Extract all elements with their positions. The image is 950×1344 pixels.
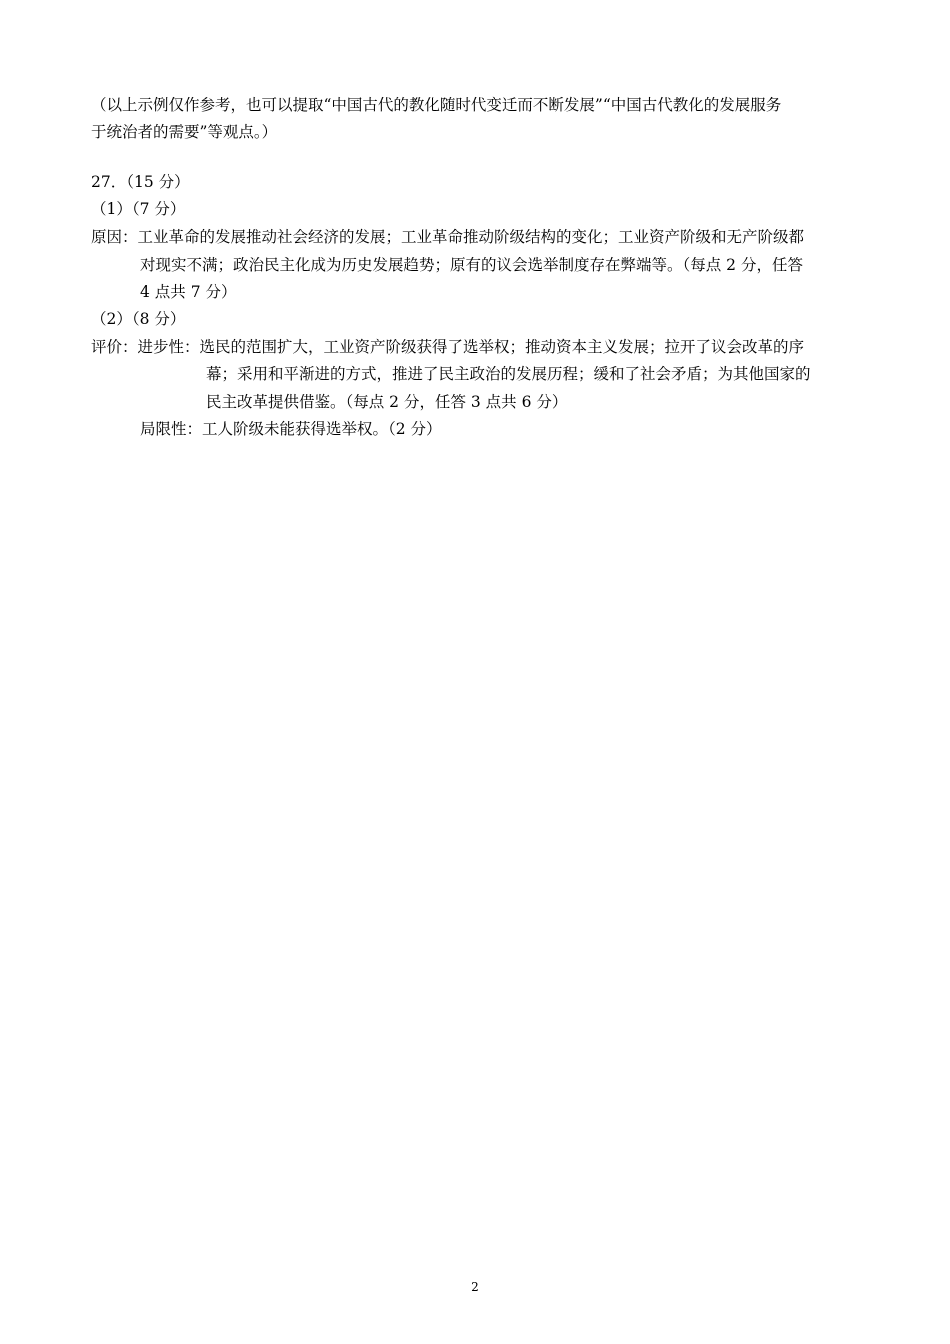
part-1-line-3: 4 点共 7 分） — [140, 283, 237, 301]
part-1-label: （1）（7 分） — [91, 200, 186, 218]
part-2-line-3: 民主改革提供借鉴。（每点 2 分，任答 3 点共 6 分） — [206, 393, 568, 411]
part-2-label: （2）（8 分） — [91, 310, 186, 328]
part-1-line-2: 对现实不满；政治民主化成为历史发展趋势；原有的议会选举制度存在弊端等。（每点 2 分，任答 — [140, 256, 803, 274]
note-line-2: 于统治者的需要”等观点。） — [91, 123, 278, 141]
part-1-line-1: 原因：工业革命的发展推动社会经济的发展；工业革命推动阶级结构的变化；工业资产阶级和无产阶级都 — [91, 228, 805, 246]
part-2-line-4: 局限性：工人阶级未能获得选举权。（2 分） — [140, 420, 442, 438]
part-2-line-1: 评价：进步性：选民的范围扩大，工业资产阶级获得了选举权；推动资本主义发展；拉开了议会改革的序 — [91, 338, 805, 356]
question-27-heading: 27．（15 分） — [91, 173, 190, 191]
page-number: 2 — [471, 1280, 479, 1294]
part-2-line-2: 幕；采用和平渐进的方式，推进了民主政治的发展历程；缓和了社会矛盾；为其他国家的 — [206, 365, 811, 383]
note-line-1: （以上示例仅作参考，也可以提取“中国古代的教化随时代变迁而不断发展”“中国古代教化的发展服务 — [91, 96, 782, 114]
